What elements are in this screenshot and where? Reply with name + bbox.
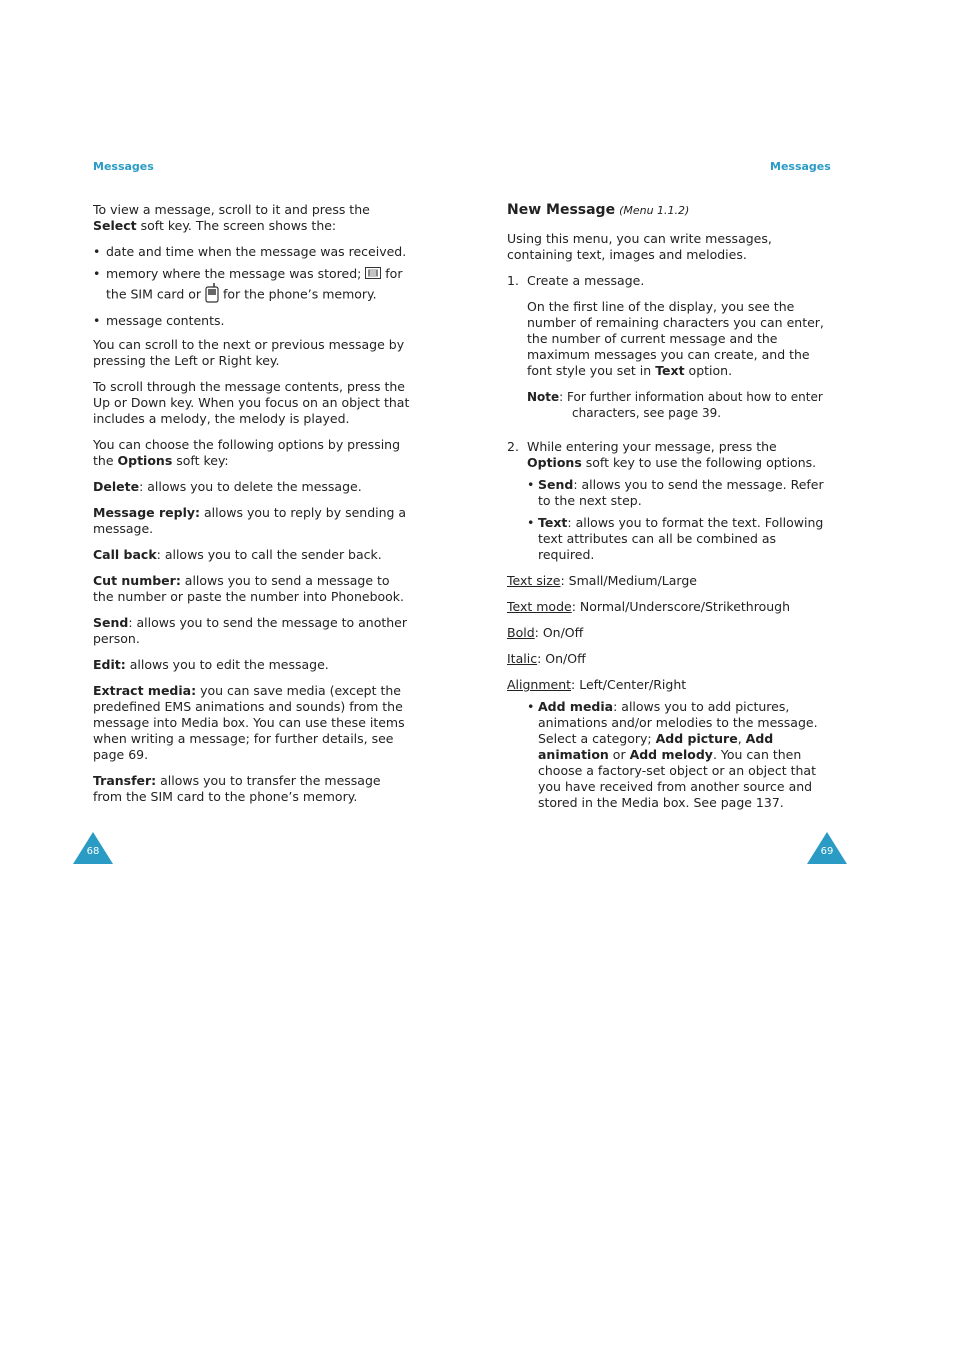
phone-memory-icon (205, 283, 219, 307)
media-option-list (527, 699, 827, 811)
step-1-text: Create a message. (527, 273, 645, 288)
list-item: • date and time when the message was received. (93, 244, 413, 260)
option-cut-number: Cut number: allows you to send a message to the number or paste the number into Phonebook. (93, 572, 405, 604)
left-page-content (93, 202, 413, 815)
attr-text-mode: Text mode: Normal/Underscore/Strikethrough (507, 599, 791, 614)
left-page-header: Messages (93, 160, 154, 173)
message-options-list (527, 477, 827, 563)
step-2: 2. While entering your message, press the Options soft key to use the following options. (507, 439, 827, 471)
option-text-item: • Text: allows you to format the text. Following text attributes can all be combined as required. (527, 515, 827, 563)
section-intro: Using this menu, you can write messages, containing text, images and melodies. (507, 231, 772, 262)
note-block: Note: For further information about how to enter characters, see page 39. (527, 390, 823, 420)
attr-italic: Italic: On/Off (507, 651, 586, 666)
option-edit: Edit: allows you to edit the message. (93, 656, 329, 672)
screen-info-list (93, 244, 413, 329)
step-2-text: While entering your message, press the Options soft key to use the following options. (527, 439, 817, 470)
contents-paragraph: To scroll through the message contents, press the Up or Down key. When you focus on an object that includes a melody, the melody is played. (93, 378, 410, 426)
section-title: New Message (Menu 1.1.2) (507, 202, 690, 218)
left-page-number: 68 (86, 846, 100, 857)
scroll-paragraph: You can scroll to the next or previous message by pressing the Left or Right key. (93, 336, 405, 368)
intro-paragraph: To view a message, scroll to it and press the Select soft key. The screen shows the: (93, 202, 370, 233)
option-transfer: Transfer: allows you to transfer the message from the SIM card to the phone’s memory. (93, 772, 381, 804)
attr-bold: Bold: On/Off (507, 625, 584, 640)
options-intro: You can choose the following options by pressing the Options soft key: (93, 436, 401, 468)
option-extract-media: Extract media: you can save media (except the predefined EMS animations and sounds) from the message into Media box. You can use these items when writing a message; for further details, see page 69. (93, 682, 405, 762)
left-page-number-marker (73, 832, 113, 864)
sim-card-icon (365, 267, 381, 283)
option-delete: Delete: allows you to delete the message. (93, 478, 362, 494)
option-message-reply: Message reply: allows you to reply by sending a message. (93, 504, 407, 536)
step-1: 1. Create a message. On the first line of the display, you see the number of remaining characters you can enter, the number of current message and the maximum messages you can create, and the font style you set in Text option. Note: For further information about how to enter characters, see page 39. (507, 273, 827, 421)
right-page-number-marker (807, 832, 847, 864)
right-page-header: Messages (770, 160, 831, 173)
option-send-item: • Send: allows you to send the message. Refer to the next step. (527, 477, 827, 509)
list-item: • memory where the message was stored; for the SIM card or for the phone’s memory. (93, 266, 413, 307)
option-send: Send: allows you to send the message to another person. (93, 614, 408, 646)
attr-text-size: Text size: Small/Medium/Large (507, 573, 697, 588)
right-page-number: 69 (820, 846, 834, 857)
attr-alignment: Alignment: Left/Center/Right (507, 677, 687, 692)
option-add-media-item: • Add media: allows you to add pictures, animations and/or melodies to the message. Select a category; Add picture, Add animation or Add melody. You can then choose a factory-set object or an object that you have received from another source and stored in the Media box. See page 137. (527, 699, 827, 811)
right-page-content (507, 202, 827, 821)
list-item: • message contents. (93, 313, 413, 329)
option-call-back: Call back: allows you to call the sender back. (93, 546, 382, 562)
step-1-detail: On the first line of the display, you see the number of remaining characters you can enter, the number of current message and the maximum messages you can create, and the font style you set in Text option. (527, 299, 824, 378)
